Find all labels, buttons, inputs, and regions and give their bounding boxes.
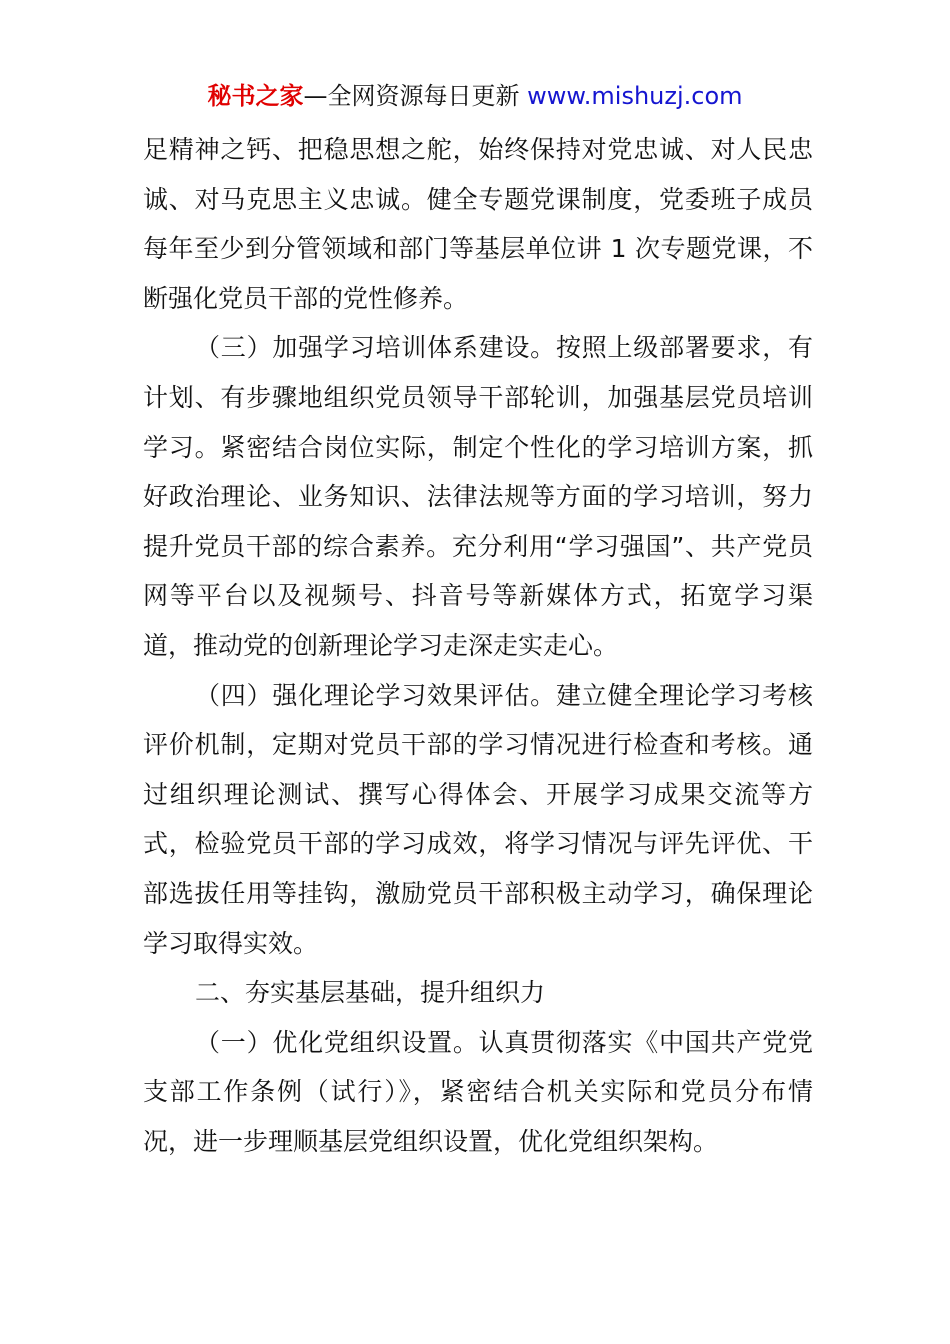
site-tagline: —全网资源每日更新 (303, 82, 528, 110)
site-header (0, 80, 950, 112)
paragraph-section-1: （一）优化党组织设置。认真贯彻落实《中国共产党党支部工作条例（试行）》，紧密结合机关实际和党员分布情况，进一步理顺基层党组织设置，优化党组织架构。 (143, 1027, 813, 1156)
paragraph-section-3: （三）加强学习培训体系建设。按照上级部署要求，有计划、有步骤地组织党员领导干部轮训，加强基层党员培训学习。紧密结合岗位实际，制定个性化的学习培训方案，抓好政治理论、业务知识、法律法规等方面的学习培训，努力提升党员干部的综合素养。充分利用“学习强国”、共产党员网等平台以及视频号、抖音号等新媒体方式，拓宽学习渠道，推动党的创新理论学习走深走实走心。 (143, 333, 813, 660)
paragraph-continuation: 足精神之钙、把稳思想之舵，始终保持对党忠诚、对人民忠诚、对马克思主义忠诚。健全专题党课制度，党委班子成员每年至少到分管领域和部门等基层单位讲 1 次专题党课，不断强化党员干部的党性修养。 (143, 135, 813, 313)
paragraph-section-4: （四）强化理论学习效果评估。建立健全理论学习考核评价机制，定期对党员干部的学习情况进行检查和考核。通过组织理论测试、撰写心得体会、开展学习成果交流等方式，检验党员干部的学习成效，将学习情况与评先评优、干部选拔任用等挂钩，激励党员干部积极主动学习，确保理论学习取得实效。 (143, 680, 813, 958)
site-url-link[interactable]: www.mishuzj.com (527, 82, 743, 110)
section-heading-2: 二、夯实基层基础，提升组织力 (195, 978, 546, 1008)
site-brand: 秘书之家 (207, 82, 304, 110)
document-body (143, 125, 813, 1166)
